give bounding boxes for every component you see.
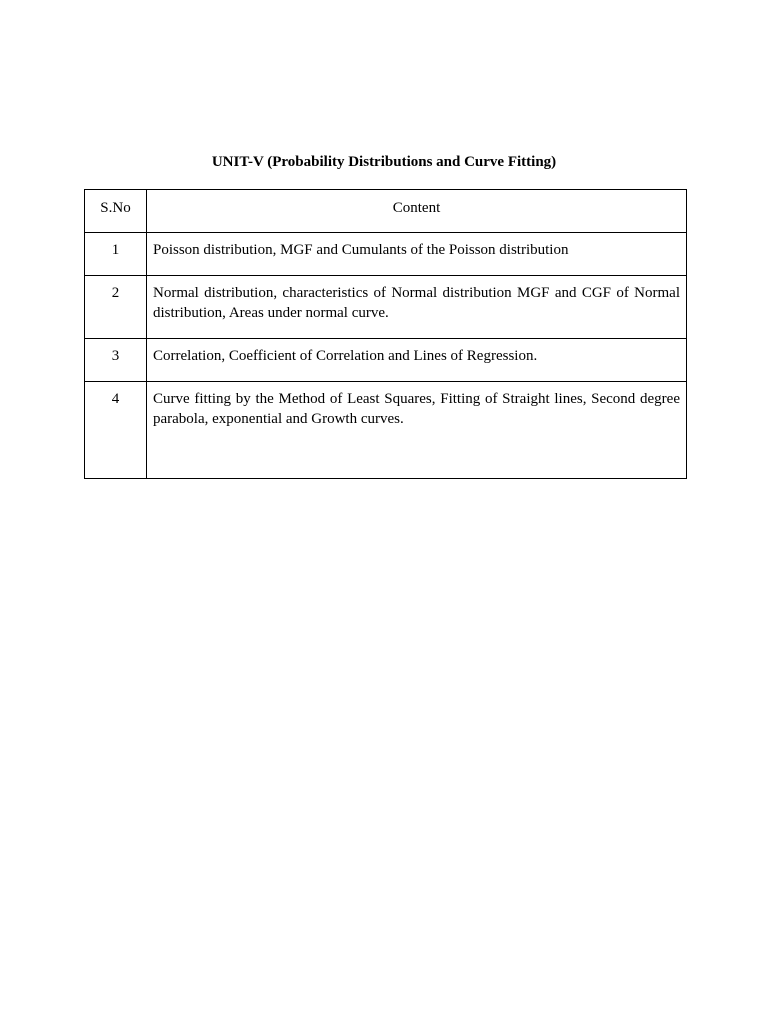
table-row <box>85 276 687 339</box>
row-content: Normal distribution, characteristics of Normal distribution MGF and CGF of Normal distribution, Areas under normal curve. <box>147 276 687 339</box>
table-row <box>85 233 687 276</box>
row-content: Correlation, Coefficient of Correlation and Lines of Regression. <box>147 339 687 382</box>
row-sno: 1 <box>85 233 147 276</box>
column-header-sno: S.No <box>85 190 147 233</box>
syllabus-table <box>84 189 687 479</box>
row-sno: 3 <box>85 339 147 382</box>
page-title: UNIT-V (Probability Distributions and Curve Fitting) <box>211 154 557 170</box>
column-header-content: Content <box>147 190 687 233</box>
table-header-row <box>85 190 687 233</box>
table-row <box>85 382 687 479</box>
table-row <box>85 339 687 382</box>
row-sno: 2 <box>85 276 147 339</box>
row-content: Curve fitting by the Method of Least Squares, Fitting of Straight lines, Second degree parabola, exponential and Growth curves. <box>147 382 687 479</box>
row-content: Poisson distribution, MGF and Cumulants of the Poisson distribution <box>147 233 687 276</box>
row-sno: 4 <box>85 382 147 479</box>
